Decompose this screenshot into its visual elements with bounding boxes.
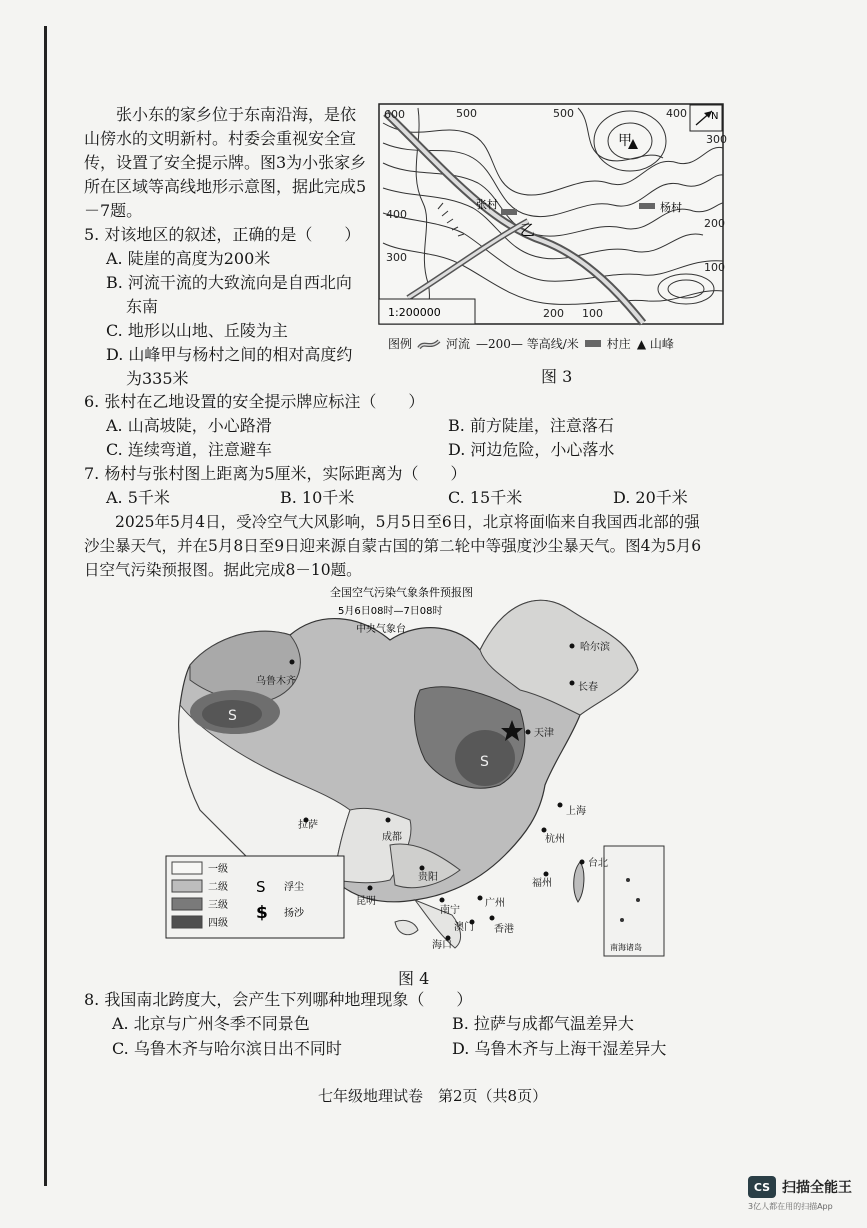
pollution-map-title: 全国空气污染气象条件预报图 (330, 586, 473, 599)
page-footer: 七年级地理试卷 第2页（共8页） (318, 1087, 548, 1105)
city-label: 天津 (534, 728, 554, 739)
svg-text:S: S (480, 754, 489, 770)
q6-option-a: A. 山高坡陡，小心路滑 (106, 416, 272, 435)
scanner-tagline: 3亿人都在用的扫描App (748, 1202, 833, 1211)
contour-value: 500 (456, 107, 477, 120)
legend-peak: ▲ 山峰 (636, 337, 674, 351)
air-pollution-map (160, 580, 666, 962)
map-scale: 1:200000 (388, 306, 441, 319)
q7-option-a: A. 5千米 (106, 488, 170, 507)
floating-dust-icon: S (256, 878, 266, 896)
contour-map-legend (388, 335, 674, 352)
city-label: 上海 (566, 806, 586, 817)
scanner-logo-icon: CS (748, 1176, 776, 1198)
yangcun-village-marker (639, 203, 655, 209)
city-label: 杭州 (545, 834, 565, 845)
peak-label: 甲 (618, 133, 632, 149)
q8-option-c: C. 乌鲁木齐与哈尔滨日出不同时 (112, 1039, 342, 1058)
city-label: 广州 (485, 898, 505, 909)
legend-level-1: 一级 (208, 864, 228, 875)
zhangcun-village-marker (501, 209, 517, 215)
blowing-sand-icon: $ (256, 903, 268, 923)
contour-value: 200 (704, 217, 725, 230)
scanner-app-name: 扫描全能王 (782, 1180, 852, 1196)
legend-blowing-sand: 扬沙 (284, 908, 304, 919)
contour-value: 100 (582, 307, 603, 320)
contour-value: 400 (386, 208, 407, 221)
legend-level-3: 三级 (208, 900, 228, 911)
q8-option-b: B. 拉萨与成都气温差异大 (452, 1014, 634, 1033)
pollution-legend (166, 856, 344, 938)
q6-option-b: B. 前方陡崖，注意落石 (448, 416, 614, 435)
legend-level-2: 二级 (208, 882, 228, 893)
intro-paragraph: 张小东的家乡位于东南沿海，是依山傍水的文明新村。村委会重视安全宣传，设置了安全提示牌。图3为小张家乡所在区域等高线地形示意图，据此完成5－7题。 (84, 105, 367, 220)
contour-map (378, 103, 727, 325)
contour-value: 400 (666, 107, 687, 120)
inset-label: 南海诸岛 (610, 943, 642, 952)
binding-line (44, 26, 47, 1186)
city-label: 福州 (532, 878, 552, 889)
q5-option-a: A. 陡崖的高度为200米 (106, 249, 271, 268)
q7-option-c: C. 15千米 (448, 488, 523, 507)
q6-stem: 6. 张村在乙地设置的安全提示牌应标注（ ） (84, 392, 425, 411)
city-label: 哈尔滨 (580, 642, 610, 653)
city-label: 台北 (588, 858, 608, 869)
q8-stem: 8. 我国南北跨度大，会产生下列哪种地理现象（ ） (84, 990, 473, 1009)
city-label: 海口 (432, 940, 452, 951)
city-label: 拉萨 (298, 820, 318, 831)
legend-title: 图例 (388, 337, 413, 351)
dust-storm-paragraph: 2025年5月4日，受冷空气大风影响，5月5日至6日，北京将面临来自我国西北部的强沙尘暴天气，并在5月8日至9日迎来源自蒙古国的第二轮中等强度沙尘暴天气。图4为5月6日空气污染预报图。据此完成8－10题。 (84, 513, 702, 579)
q6-option-c: C. 连续弯道，注意避车 (106, 440, 272, 459)
svg-text:S: S (228, 708, 237, 724)
figure-3-caption: 图 3 (541, 367, 573, 386)
figure-4-caption: 图 4 (398, 969, 430, 988)
contour-value: 600 (384, 108, 405, 121)
q5-option-c: C. 地形以山地、丘陵为主 (106, 321, 288, 340)
q7-option-d: D. 20千米 (613, 488, 688, 507)
q6-option-d: D. 河边危险，小心落水 (448, 440, 615, 459)
legend-village: 村庄 (606, 337, 631, 351)
legend-floating-dust: 浮尘 (284, 882, 304, 893)
yi-label: 乙 (520, 221, 536, 239)
city-label: 贵阳 (418, 872, 438, 883)
contour-value: 100 (704, 261, 725, 274)
river-icon (418, 338, 440, 350)
city-label: 澳门 (454, 922, 474, 933)
city-label: 南宁 (440, 905, 460, 916)
legend-contour: —200— 等高线/米 (476, 337, 579, 351)
city-label: 昆明 (356, 896, 376, 907)
pollution-map-source: 中央气象台 (356, 624, 406, 635)
contour-value: 200 (543, 307, 564, 320)
q8-option-d: D. 乌鲁木齐与上海干湿差异大 (452, 1039, 667, 1058)
zhangcun-label: 张村 (476, 198, 498, 211)
contour-value: 500 (553, 107, 574, 120)
city-label: 长春 (578, 682, 598, 693)
legend-river: 河流 (446, 337, 471, 351)
city-label: 乌鲁木齐 (256, 676, 296, 687)
q5-option-d-cont: 为335米 (126, 369, 189, 388)
city-label: 成都 (382, 832, 402, 843)
q5-option-b: B. 河流干流的大致流向是自西北向 (106, 273, 352, 292)
contour-value: 300 (386, 251, 407, 264)
q7-option-b: B. 10千米 (280, 488, 355, 507)
q5-stem: 5. 对该地区的叙述，正确的是（ ） (84, 225, 361, 244)
yangcun-label: 杨村 (660, 201, 682, 214)
village-icon (585, 340, 601, 347)
q7-stem: 7. 杨村与张村图上距离为5厘米，实际距离为（ ） (84, 464, 467, 483)
contour-value: 300 (706, 133, 727, 146)
q5-option-d: D. 山峰甲与杨村之间的相对高度约 (106, 345, 353, 364)
legend-level-4: 四级 (208, 918, 228, 929)
scanner-watermark (748, 1176, 852, 1198)
city-label: 香港 (494, 924, 514, 935)
q5-option-b-cont: 东南 (126, 297, 159, 316)
north-label: N (711, 111, 719, 122)
pollution-map-time: 5月6日08时—7日08时 (338, 606, 443, 617)
q8-option-a: A. 北京与广州冬季不同景色 (112, 1014, 310, 1033)
